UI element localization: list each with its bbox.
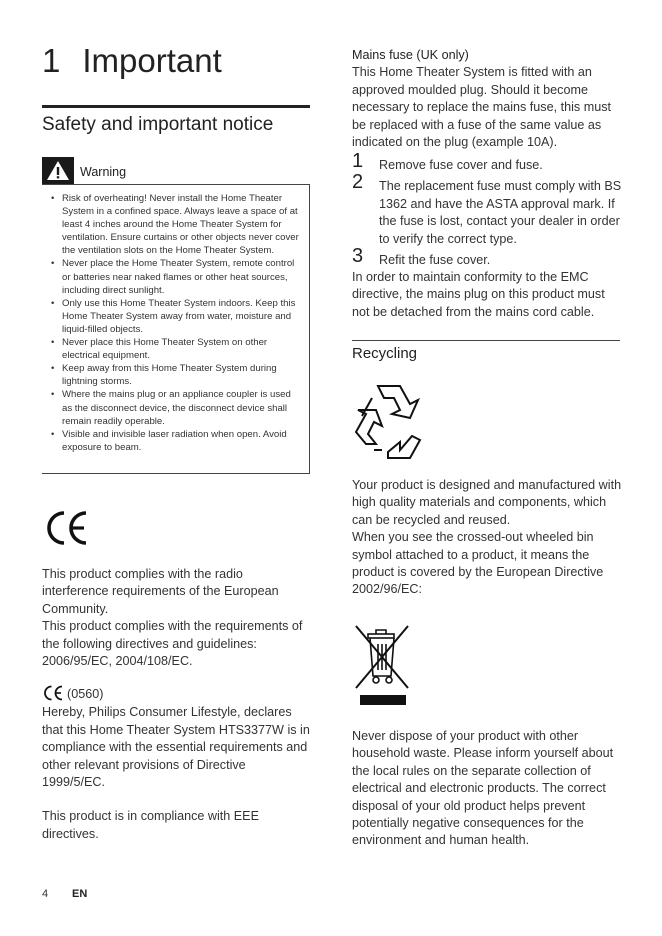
mains-fuse-intro: This Home Theater System is fitted with an approved moulded plug. Should it become necessary to replace the mains fuse, this must be replaced with a fuse of the same value as indicated on the plug (example 10A). (352, 65, 611, 150)
ce-mark-small-icon (42, 685, 67, 704)
fuse-step (352, 245, 622, 269)
warning-item: • Keep away from this Home Theater System during lightning storms. (62, 362, 303, 388)
chapter-heading (42, 42, 222, 80)
warning-item: • Risk of overheating! Never install the Home Theater System in a confined space. Always leave a space of at least 4 inches around the Home Theater System for ventilation. Ensure curtains or other objects never cover the ventilation slots on the Home Theater System. (62, 192, 303, 257)
chapter-title: Important (82, 42, 222, 79)
step-number: 2 (352, 171, 364, 194)
warning-item: • Visible and invisible laser radiation when open. Avoid exposure to beam. (62, 428, 303, 454)
chapter-number: 1 (42, 42, 61, 79)
fuse-step (352, 150, 622, 174)
notified-body-number: (0560) (67, 687, 104, 701)
step-text: Remove fuse cover and fuse. (379, 158, 543, 172)
fuse-steps-list (352, 150, 622, 269)
declaration-block (42, 685, 310, 843)
warning-icon (42, 157, 74, 184)
warning-item: • Only use this Home Theater System indoors. Keep this Home Theater System away from water, moisture and liquid-filled objects. (62, 297, 303, 336)
warning-list (42, 185, 309, 454)
warning-header (42, 157, 310, 184)
step-number: 3 (352, 245, 364, 268)
eee-compliance-text: This product is in compliance with EEE directives. (42, 809, 259, 841)
page-number: 4 (42, 888, 49, 900)
mains-fuse-block (352, 47, 622, 151)
recycle-icon (352, 380, 426, 469)
emc-text: In order to maintain conformity to the EMC directive, the mains plug on this product must not be detached from the mains cord cable. (352, 270, 605, 319)
declaration-text: Hereby, Philips Consumer Lifestyle, declares that this Home Theater System HTS3377W is in compliance with the essential requirements and other relevant provisions of Directive 1999/5/EC. (42, 705, 310, 790)
fuse-step (352, 171, 622, 248)
language-code: EN (72, 888, 88, 900)
recycling-paragraph: When you see the crossed-out wheeled bin symbol attached to a product, it means the product is covered by the European Directive 2002/96/EC: (352, 530, 604, 597)
step-number: 1 (352, 150, 364, 172)
warning-label: Warning (80, 165, 127, 179)
ce-mark-icon (44, 510, 90, 551)
recycling-title: Recycling (352, 345, 418, 362)
notified-body-line (42, 685, 310, 704)
compliance-block (42, 566, 310, 670)
warning-item: • Never place the Home Theater System, remote control or batteries near naked flames or other heat sources, including direct sunlight. (62, 257, 303, 296)
warning-box (42, 184, 310, 474)
recycling-paragraph: Your product is designed and manufactured with high quality materials and components, which can be recycled and reused. (352, 478, 622, 527)
step-text: The replacement fuse must comply with BS 1362 and have the ASTA approval mark. If the fuse is lost, contact your dealer in order to verify the correct type. (379, 179, 622, 246)
warning-item: • Where the mains plug or an appliance coupler is used as the disconnect device, the disconnect device shall remain readily operable. (62, 388, 303, 427)
mains-fuse-title: Mains fuse (UK only) (352, 48, 469, 62)
crossed-bin-icon (352, 622, 412, 715)
step-text: Refit the fuse cover. (379, 253, 491, 268)
directives-text: This product complies with the requirements of the following directives and guidelines: 2006/95/EC, 2004/108/EC. (42, 619, 303, 669)
disposal-text: Never dispose of your product with other household waste. Please inform yourself about the local rules on the separate collection of electrical and electronic products. The correct disposal of your old product helps prevent potentially negative consequences for the environment and human health. (352, 729, 614, 848)
section-title: Safety and important notice (42, 114, 274, 135)
radio-compliance-text: This product complies with the radio interference requirements of the European Community. (42, 567, 279, 616)
recycling-divider (352, 340, 620, 341)
warning-item: • Never place this Home Theater System on other electrical equipment. (62, 336, 303, 362)
recycling-text-block (352, 477, 622, 599)
heading-divider (42, 105, 310, 108)
